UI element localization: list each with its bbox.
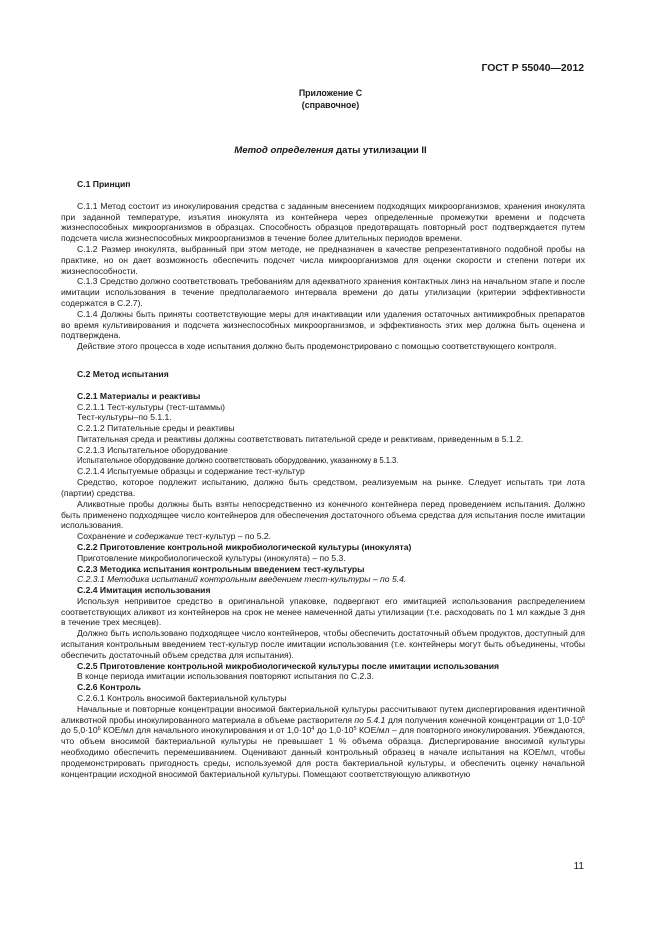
page-number: 11 [573, 861, 584, 872]
text-c2-4-simulation: Используя непривитое средство в оригинальной упаковке, подвергают его имитацией использования распределением соответствующих аликвот из контейнеров на срок не менее намеченной даты утилизации (т.е. расходовать по 1 мл каждые 3 дня в течение трех месяцев). [61, 595, 585, 628]
item-c2-1-2: С.2.1.2 Питательные среды и реактивы [77, 423, 235, 434]
paragraph-c1-3: С.1.3 Средство должно соответствовать требованиям для адекватного хранения контактных линз на начальном этапе и после имитации использования в течение предполагаемого интервала времени до даты утилизации (критерии эффективности содержатся в С.2.7). [61, 276, 585, 308]
text-c2-5: В конце периода имитации использования повторяют испытания по С.2.3. [77, 671, 374, 682]
standard-number: ГОСТ Р 55040—2012 [481, 63, 584, 74]
annex-title: Приложение С [298, 88, 363, 98]
section-heading-c2: С.2 Метод испытания [77, 368, 169, 379]
section-heading-c1: С.1 Принцип [77, 179, 131, 189]
subsection-c2-3: С.2.3 Методика испытания контрольным введением тест-культуры [77, 563, 365, 574]
paragraph-c1-2: С.1.2 Размер инокулята, выбранный при этом методе, не предназначен в качестве репрезентативного подобной пробы на практике, но он дает возможность обеспечить подсчет числа микроорганизмов для оценки скорости и степени потери их жизнеспособности. [61, 243, 585, 276]
title-italic-part: Метод определения [234, 145, 334, 156]
text-c2-4-containers: Должно быть использовано подходящее число контейнеров, чтобы обеспечить достаточный объем продуктов, доступный для испытания контрольным введением тест-культур после имитации использования (т.е. контейнеры могут быть объединены, чтобы обеспечить достаточный объем средства для испытания). [61, 628, 585, 660]
annex-subtitle: (справочное) [301, 100, 360, 110]
subsection-c2-1: С.2.1 Материалы и реактивы [77, 390, 201, 401]
document-title [120, 146, 541, 157]
text-c2-6-1: Начальные и повторные концентрации вносимой бактериальной культуры рассчитывают путем диспергирования идентичной аликвотной пробы инокулированного материала в объеме растворителя по 5.4.1 для получения конечной концентрации от $1,0\cdot 10^5$ до $5,0\cdot 10^6$ КОЕ/мл для начального инокулирования и от $1,0\cdot 10^4$ до $1,0\cdot 10^5$ КОЕ/мл – для повторного инокулирования. Убеждаются, что объем вносимой бактериальной культуры не превышает 1 % объема образца. Диспергирование вносимой культуры необходимо обеспечить перемешиванием. Оценивают данный контрольный образец в начале испытания на КОЕ/мл, чтобы продемонстрировать пригодность среды, используемой для роста бактериальной культуры, и обеспечить оценку начальной концентрации исходной вносимой бактериальной культуры. Помещают соответствующую аликвотную [61, 703, 586, 779]
item-c2-1-4: С.2.1.4 Испытуемые образцы и содержание тест-культур [77, 466, 305, 477]
text-c2-1-1: Тест-культуры–по 5.1.1. [77, 412, 172, 423]
text-c2-2: Приготовление микробиологической культуры (инокулята) – по 5.3. [77, 552, 346, 563]
item-c2-1-3: С.2.1.3 Испытательное оборудование [77, 444, 228, 455]
paragraph-c1-4: С.1.4 Должны быть приняты соответствующие меры для инактивации или удаления остаточных антимикробных препаратов во время культивирования и подсчета жизнеспособных микроорганизмов, и эффективность этих мер должна быть оценена и подтверждена. [61, 308, 585, 341]
text-c2-1-4-storage: Сохранение и содержание тест-культур – по 5.2. [77, 531, 272, 542]
item-c2-6-1: С.2.6.1 Контроль вносимой бактериальной культуры [77, 693, 287, 704]
text-c2-1-4-product: Средство, которое подлежит испытанию, должно быть средством, реализуемым на рынке. Следует испытать три лота (партии) средства. [61, 477, 585, 498]
item-c2-1-1: С.2.1.1 Тест-культуры (тест-штаммы) [77, 401, 226, 412]
document-body [61, 179, 585, 779]
text-c2-1-2: Питательная среда и реактивы должны соответствовать питательной среде и реактивам, приведенным в 5.1.2. [77, 433, 524, 444]
subsection-c2-5: С.2.5 Приготовление контрольной микробиологической культуры после имитации использования [77, 660, 500, 671]
paragraph-c1-1: С.1.1 Метод состоит из инокулирования средства с заданным внесением подходящих микроорганизмов, хранения инокулята при заданной температуре, изъятия инокулята из контейнера через определенные промежутки времени и подсчета жизнеспособных микроорганизмов в образцах. Способность образцов предотвращать повторный рост подтверждается путем подсчета числа жизнеспособных микроорганизмов в течение более длительных периодов времени. [61, 200, 585, 244]
item-c2-3-1: С.2.3.1 Методика испытаний контрольным введением тест-культуры – по 5.4. [77, 574, 407, 585]
text-c2-1-3: Испытательное оборудование должно соответствовать оборудованию, указанному в 5.1.3. [77, 455, 399, 465]
title-rest: даты утилизации II [333, 145, 427, 156]
subsection-c2-4: С.2.4 Имитация использования [77, 585, 211, 596]
subsection-c2-6: С.2.6 Контроль [77, 682, 141, 693]
paragraph-c1-action: Действие этого процесса в ходе испытания должно быть продемонстрировано с помощью соответствующего контроля. [77, 341, 557, 352]
annex-heading [180, 87, 481, 111]
subsection-c2-2: С.2.2 Приготовление контрольной микробиологической культуры (инокулята) [77, 541, 412, 552]
text-c2-1-4-aliquots: Аликвотные пробы должны быть взяты непосредственно из конечного контейнера перед проведением испытания. Должно быть применено подходящее число контейнеров для обеспечения достаточного объема средства для испытания после имитации использования. [61, 498, 585, 531]
